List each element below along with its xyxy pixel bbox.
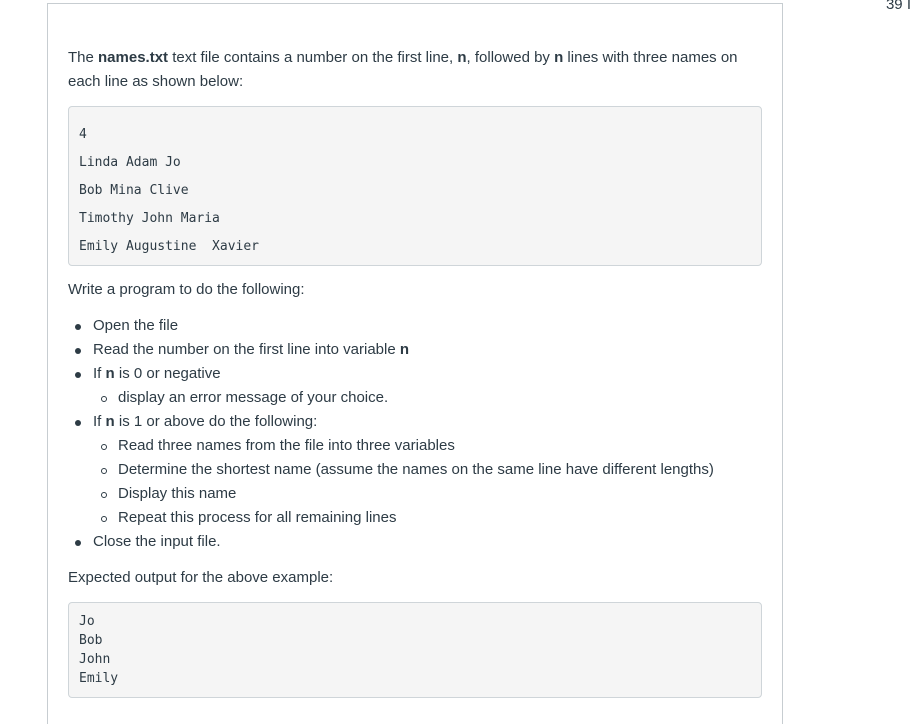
list-item bbox=[93, 530, 762, 554]
question-panel bbox=[47, 3, 783, 724]
file-name: names.txt bbox=[98, 49, 169, 66]
step-text: Open the file bbox=[93, 317, 179, 334]
intro-text: , followed by bbox=[466, 49, 555, 66]
variable-n: n bbox=[457, 49, 467, 66]
sub-list-item: Repeat this process for all remaining lines bbox=[118, 506, 762, 530]
sub-steps-list bbox=[93, 434, 762, 530]
question-content bbox=[68, 46, 762, 698]
output-line: Jo bbox=[79, 614, 95, 629]
file-line: 4 bbox=[79, 127, 87, 142]
sub-list-item: display an error message of your choice. bbox=[118, 386, 762, 410]
question-number: 39 I bbox=[885, 0, 911, 13]
intro-paragraph bbox=[68, 46, 762, 94]
list-item bbox=[93, 338, 762, 362]
step-text: If bbox=[93, 365, 106, 382]
intro-text: The bbox=[68, 49, 99, 66]
variable-n: n bbox=[105, 365, 115, 382]
output-line: John bbox=[79, 652, 111, 667]
file-line: Timothy John Maria bbox=[79, 211, 220, 226]
file-line: Bob Mina Clive bbox=[79, 183, 189, 198]
step-text: is 1 or above do the following: bbox=[114, 413, 318, 430]
sub-list-item: Determine the shortest name (assume the names on the same line have different lengths) bbox=[118, 458, 762, 482]
variable-n: n bbox=[554, 49, 564, 66]
expected-output-intro: Expected output for the above example: bbox=[68, 569, 334, 586]
sub-steps-list bbox=[93, 386, 762, 410]
sub-list-item: Display this name bbox=[118, 482, 762, 506]
output-line: Bob bbox=[79, 633, 103, 648]
sub-list-item: Read three names from the file into three variables bbox=[118, 434, 762, 458]
output-line: Emily bbox=[79, 671, 119, 686]
intro-text: text file contains a number on the first line, bbox=[168, 49, 458, 66]
step-text: If bbox=[93, 413, 106, 430]
steps-list bbox=[68, 314, 762, 554]
step-text: Close the input file. bbox=[93, 533, 221, 550]
list-item bbox=[93, 314, 762, 338]
file-line: Emily Augustine Xavier bbox=[79, 239, 260, 254]
list-item bbox=[93, 410, 762, 530]
variable-n: n bbox=[399, 341, 410, 358]
intro-text: lines with three names on each line as shown below: bbox=[68, 49, 738, 90]
file-contents-block bbox=[68, 106, 762, 266]
file-line: Linda Adam Jo bbox=[79, 155, 181, 170]
step-text: is 0 or negative bbox=[114, 365, 221, 382]
list-item bbox=[93, 362, 762, 410]
variable-n: n bbox=[105, 413, 115, 430]
task-intro: Write a program to do the following: bbox=[68, 281, 305, 298]
step-text: Read the number on the first line into variable bbox=[93, 341, 400, 358]
expected-output-block bbox=[68, 602, 762, 698]
